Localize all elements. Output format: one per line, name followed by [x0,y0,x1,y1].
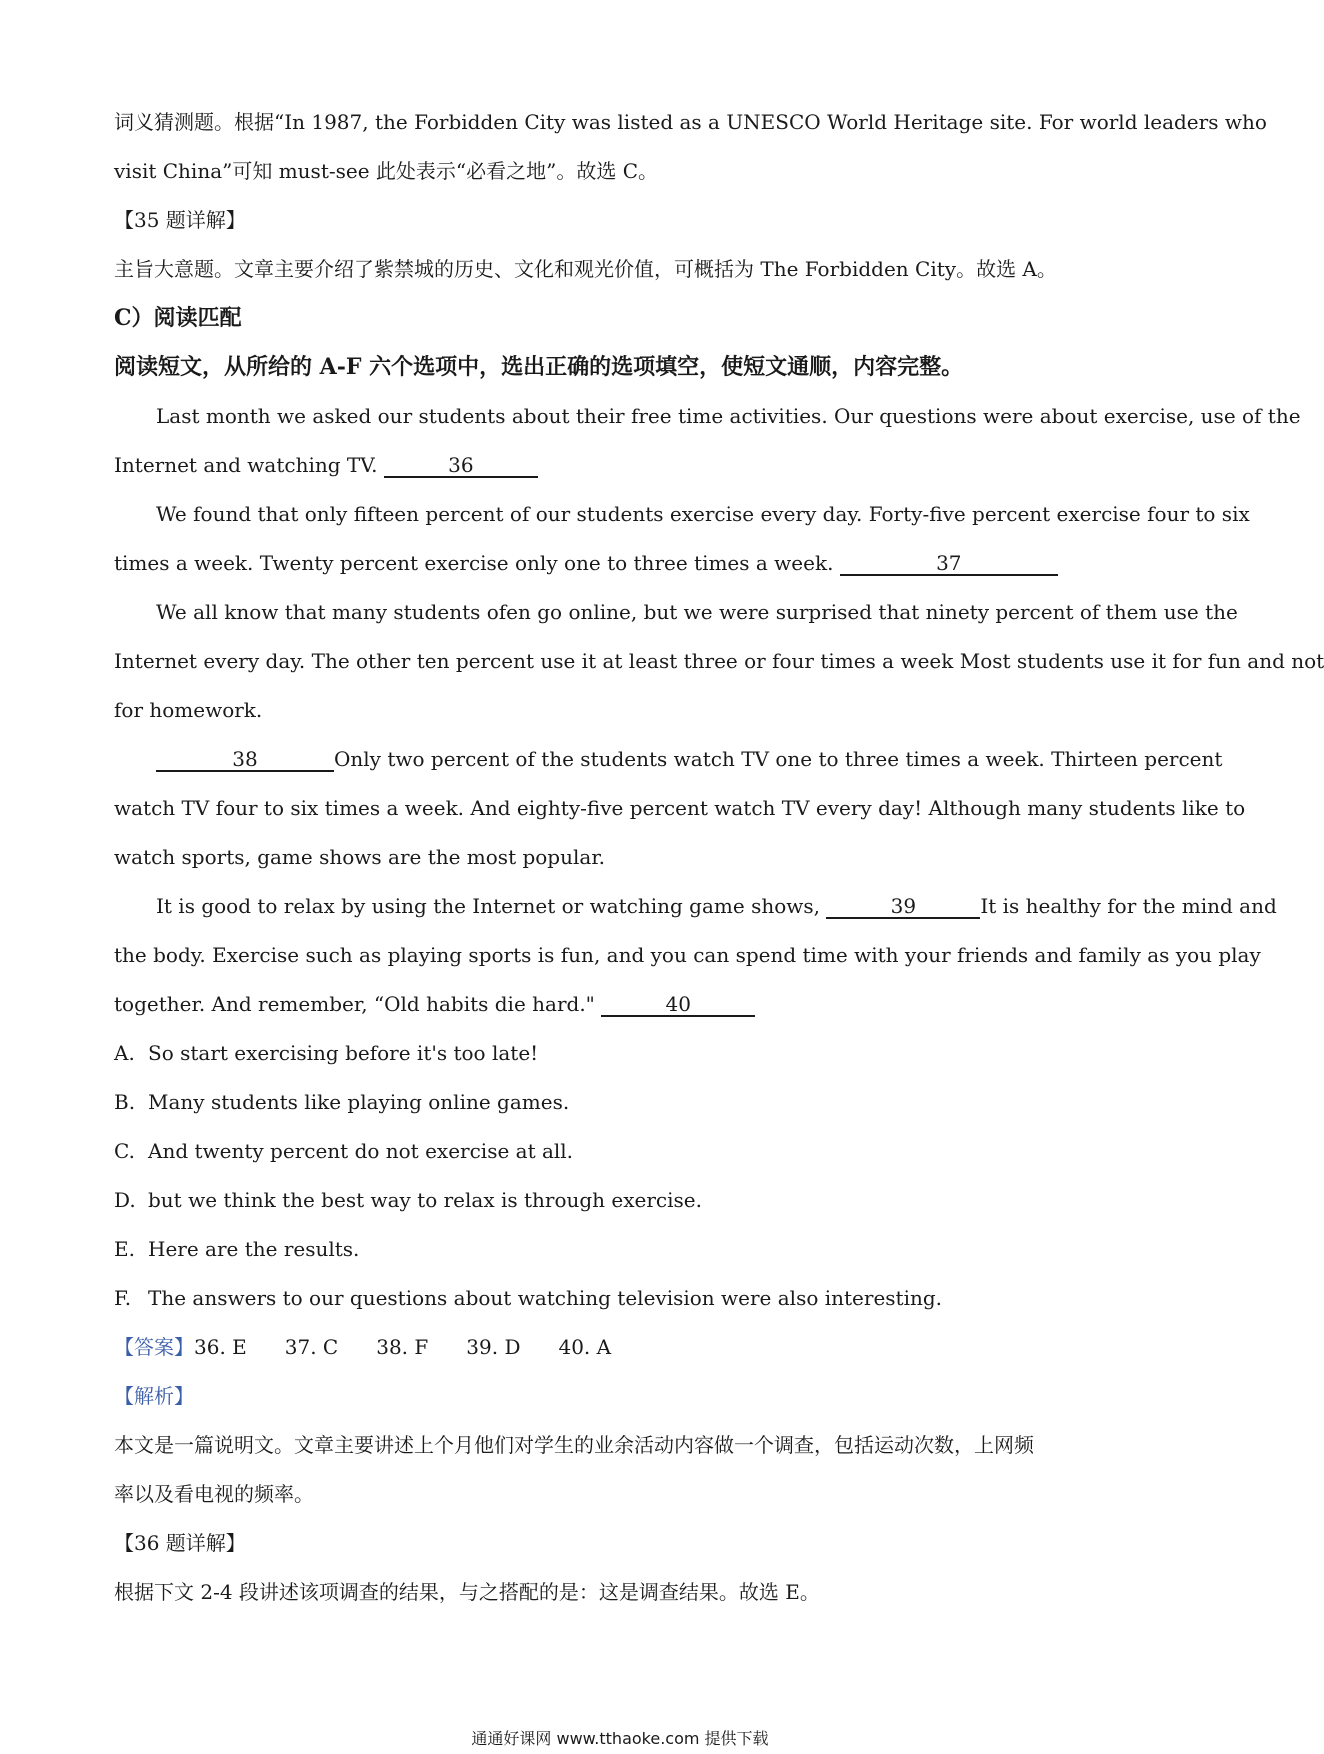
q35-explanation: 主旨大意题。文章主要介绍了紫禁城的历史、文化和观光价值，可概括为 The Forbidden City。故选 A。 [114,257,1057,281]
q34-explanation-line2: visit China”可知 must-see 此处表示“必看之地”。故选 C。 [114,159,659,183]
option-letter: F. [114,1286,132,1310]
passage-p2-line2 [114,539,1134,588]
option-c [114,1127,1134,1176]
blank-38: 38 [156,748,334,772]
footer-watermark: 通通好课网 www.tthaoke.com 提供下载 [471,1729,769,1748]
option-text: The answers to our questions about watching television were also interesting. [148,1286,943,1310]
blank-36: 36 [384,454,538,478]
document-page [114,98,1324,1617]
option-letter: C. [114,1139,135,1163]
blank-40: 40 [601,993,755,1017]
answer-item: 38. F [376,1335,429,1359]
answer-row [114,1323,1134,1372]
passage-p4-line1 [114,735,1223,784]
blank-39: 39 [826,895,980,919]
q35-header: 【35 题详解】 [114,208,246,232]
section-title: C）阅读匹配 [114,305,242,331]
option-a [114,1029,1134,1078]
passage-text: together. And remember, “Old habits die hard." [114,992,602,1016]
option-text: Many students like playing online games. [148,1090,570,1114]
analysis-label: 【解析】 [114,1384,194,1408]
option-letter: A. [114,1041,135,1065]
option-d [114,1176,1134,1225]
q36-header: 【36 题详解】 [114,1531,246,1555]
answer-item: 37. C [284,1335,339,1359]
passage-text: times a week. Twenty percent exercise only one to three times a week. [114,551,840,575]
q34-explanation-line1: 词义猜测题。根据“In 1987, the Forbidden City was listed as a UNESCO World Heritage site. For world leaders who [114,110,1267,134]
blank-37: 37 [840,552,1058,576]
answer-item: 36. E [194,1335,247,1359]
passage-p3-line3: for homework. [114,698,263,722]
answer-label: 【答案】 [114,1335,194,1359]
option-text: And twenty percent do not exercise at all. [148,1139,574,1163]
answer-item: 39. D [466,1335,521,1359]
passage-p3-line2: Internet every day. The other ten percent use it at least three or four times a week Most students use it for fun and not [114,649,1324,673]
passage-p1-line2 [114,441,1134,490]
passage-text: Internet and watching TV. [114,453,384,477]
passage-p5-line3 [114,980,1134,1029]
passage-text: Only two percent of the students watch TV one to three times a week. Thirteen percent [334,747,1223,771]
option-letter: E. [114,1237,135,1261]
passage-p4-line3: watch sports, game shows are the most popular. [114,845,606,869]
q36-explanation: 根据下文 2-4 段讲述该项调查的结果，与之搭配的是：这是调查结果。故选 E。 [114,1580,820,1604]
option-letter: B. [114,1090,136,1114]
analysis-line2: 率以及看电视的频率。 [114,1482,314,1506]
passage-text: It is good to relax by using the Internet or watching game shows, [156,894,827,918]
passage-p3-line1: We all know that many students ofen go online, but we were surprised that ninety percent of them use the [156,600,1238,624]
passage-p4-line2: watch TV four to six times a week. And eighty-five percent watch TV every day! Although many students like to [114,796,1246,820]
passage-p5-line1 [114,882,1277,931]
option-b [114,1078,1134,1127]
passage-p5-line2: the body. Exercise such as playing sports is fun, and you can spend time with your friends and family as you play [114,943,1261,967]
option-e [114,1225,1134,1274]
instruction: 阅读短文，从所给的 A-F 六个选项中，选出正确的选项填空，使短文通顺，内容完整。 [114,354,964,380]
analysis-line1: 本文是一篇说明文。文章主要讲述上个月他们对学生的业余活动内容做一个调查，包括运动次数，上网频 [114,1433,1034,1457]
passage-p1-line1: Last month we asked our students about their free time activities. Our questions were about exercise, use of the [156,404,1301,428]
passage-text: It is healthy for the mind and [980,894,1277,918]
option-text: but we think the best way to relax is through exercise. [148,1188,702,1212]
option-text: So start exercising before it's too late! [148,1041,539,1065]
answer-item: 40. A [558,1335,612,1359]
option-letter: D. [114,1188,136,1212]
option-f [114,1274,1134,1323]
option-text: Here are the results. [148,1237,360,1261]
passage-p2-line1: We found that only fifteen percent of our students exercise every day. Forty-five percent exercise four to six [156,502,1250,526]
